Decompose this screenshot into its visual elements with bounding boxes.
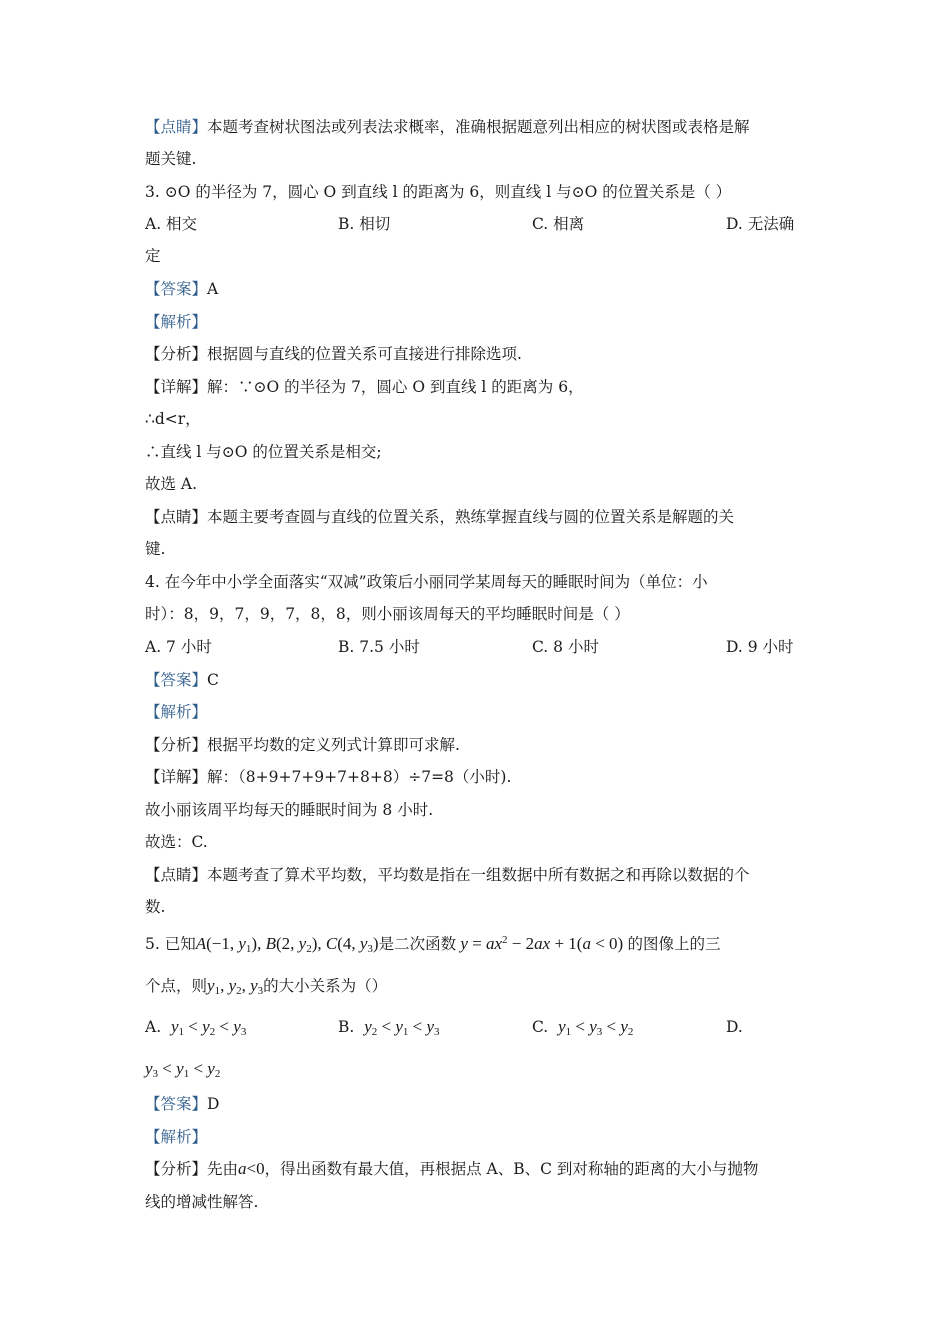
q3-option-a: A. 相交 (145, 215, 198, 233)
q4-detail (145, 767, 511, 787)
answer-value: A (207, 280, 219, 298)
q3-detail-line-2: ∴d<r， (145, 410, 201, 428)
q5-points-math: A(−1, $y_1$), B(2, $y_2$), C(4, $y_3$) (195, 934, 379, 955)
q4-answer (145, 670, 219, 690)
q3-detail-line-3: ∴直线 l 与⊙O 的位置关系是相交; (145, 443, 382, 461)
detail-tag: 【详解】 (145, 378, 208, 396)
q5-fenxi-cont: 线的增减性解答. (145, 1193, 259, 1211)
q3-fenxi (145, 344, 522, 364)
answer-tag: 【答案】 (145, 280, 208, 298)
detail-tag: 【详解】 (145, 768, 208, 786)
fenxi-tag: 【分析】 (145, 736, 208, 754)
q4-option-b: B. 7.5 小时 (338, 638, 420, 656)
q5-stem-cont-post: 的大小关系为（） (263, 977, 388, 995)
q3-detail (145, 377, 584, 397)
dianjing-text: 本题考查树状图法或列表法求概率，准确根据题意列出相应的树状图或表格是解 (207, 118, 750, 136)
q3-stem: 3. ⊙O 的半径为 7，圆心 O 到直线 l 的距离为 6，则直线 l 与⊙O 的位置关系是（ ） (145, 183, 732, 201)
dianjing-text-cont: 题关键. (145, 150, 197, 168)
option-math: $y_3 < y_1 < y_2$ (145, 1059, 221, 1080)
dianjing-tag: 【点睛】 (145, 866, 208, 884)
dianjing-text: 本题考查了算术平均数，平均数是指在一组数据中所有数据之和再除以数据的个 (207, 866, 750, 884)
dianjing-text: 本题主要考查圆与直线的位置关系，熟练掌握直线与圆的位置关系是解题的关 (207, 508, 735, 526)
q5-option-c (532, 1017, 633, 1037)
q5-stem-post: 的图像上的三 (627, 935, 721, 953)
answer-value: D (207, 1095, 220, 1113)
q3-option-d: D. 无法确 (726, 215, 795, 233)
fenxi-text: 根据圆与直线的位置关系可直接进行排除选项. (207, 345, 522, 363)
q5-option-b (338, 1017, 440, 1037)
q4-stem-cont: 时）：8，9，7，9，7，8，8，则小丽该周每天的平均睡眠时间是（ ） (145, 605, 630, 623)
q5-stem-pre: 5. 已知 (145, 935, 196, 953)
q5-stem (145, 934, 720, 954)
q3-answer (145, 279, 218, 299)
q4-analysis-tag: 【解析】 (145, 703, 208, 721)
answer-tag: 【答案】 (145, 671, 208, 689)
q4-detail-line-3: 故选：C. (145, 833, 208, 851)
q5-analysis-tag: 【解析】 (145, 1128, 208, 1146)
option-label: B. (338, 1018, 355, 1036)
option-math: $y_1 < y_2 < y_3$ (170, 1017, 247, 1038)
fenxi-math: a<0 (238, 1159, 265, 1178)
q5-answer (145, 1094, 219, 1114)
fenxi-post: ，得出函数有最大值，再根据点 A、B、C 到对称轴的距离的大小与抛物 (264, 1160, 759, 1178)
q3-analysis-tag: 【解析】 (145, 313, 208, 331)
answer-value: C (207, 671, 219, 689)
detail-text: 解：∵⊙O 的半径为 7，圆心 O 到直线 l 的距离为 6， (207, 378, 584, 396)
option-label: A. (145, 1018, 162, 1036)
option-math: $y_2 < y_1 < y_3$ (364, 1017, 440, 1038)
fenxi-text: 根据平均数的定义列式计算即可求解. (207, 736, 460, 754)
q4-detail-line-2: 故小丽该周平均每天的睡眠时间为 8 小时. (145, 801, 434, 819)
q5-stem-mid: 是二次函数 (378, 935, 457, 953)
q4-dianjing (145, 865, 750, 885)
q3-dianjing-cont: 键. (145, 540, 166, 558)
q3-detail-line-4: 故选 A. (145, 475, 198, 493)
fenxi-pre: 先由 (207, 1160, 239, 1178)
fenxi-tag: 【分析】 (145, 345, 208, 363)
q4-dianjing-cont: 数. (145, 898, 166, 916)
dianjing-line (145, 117, 750, 137)
dianjing-tag: 【点睛】 (145, 118, 208, 136)
q5-option-a (145, 1017, 246, 1037)
detail-text: 解：（8+9+7+9+7+8+8）÷7=8（小时). (207, 768, 512, 786)
q3-option-d-cont: 定 (145, 247, 161, 265)
q5-function-math: $y = ax^2 - 2ax + 1(a < 0)$ (460, 934, 628, 953)
option-label: C. (532, 1018, 549, 1036)
answer-tag: 【答案】 (145, 1095, 208, 1113)
q5-fenxi (145, 1159, 758, 1179)
q4-option-c: C. 8 小时 (532, 638, 599, 656)
q3-option-b: B. 相切 (338, 215, 391, 233)
option-math: $y_1 < y_3 < y_2$ (558, 1017, 634, 1038)
q4-stem: 4. 在今年中小学全面落实“双减”政策后小丽同学某周每天的睡眠时间为（单位：小 (145, 573, 708, 591)
q5-option-d-value (145, 1059, 220, 1079)
q3-dianjing (145, 507, 734, 527)
q5-option-d: D. (726, 1018, 743, 1036)
q4-fenxi (145, 735, 460, 755)
q4-option-d: D. 9 小时 (726, 638, 794, 656)
fenxi-tag: 【分析】 (145, 1160, 208, 1178)
q5-stem-cont-pre: 个点，则 (145, 977, 208, 995)
q5-stem-cont (145, 976, 387, 996)
q4-option-a: A. 7 小时 (145, 638, 212, 656)
dianjing-tag: 【点睛】 (145, 508, 208, 526)
q3-option-c: C. 相离 (532, 215, 585, 233)
q5-ys-math: $y_1$, $y_2$, $y_3$ (207, 976, 264, 997)
